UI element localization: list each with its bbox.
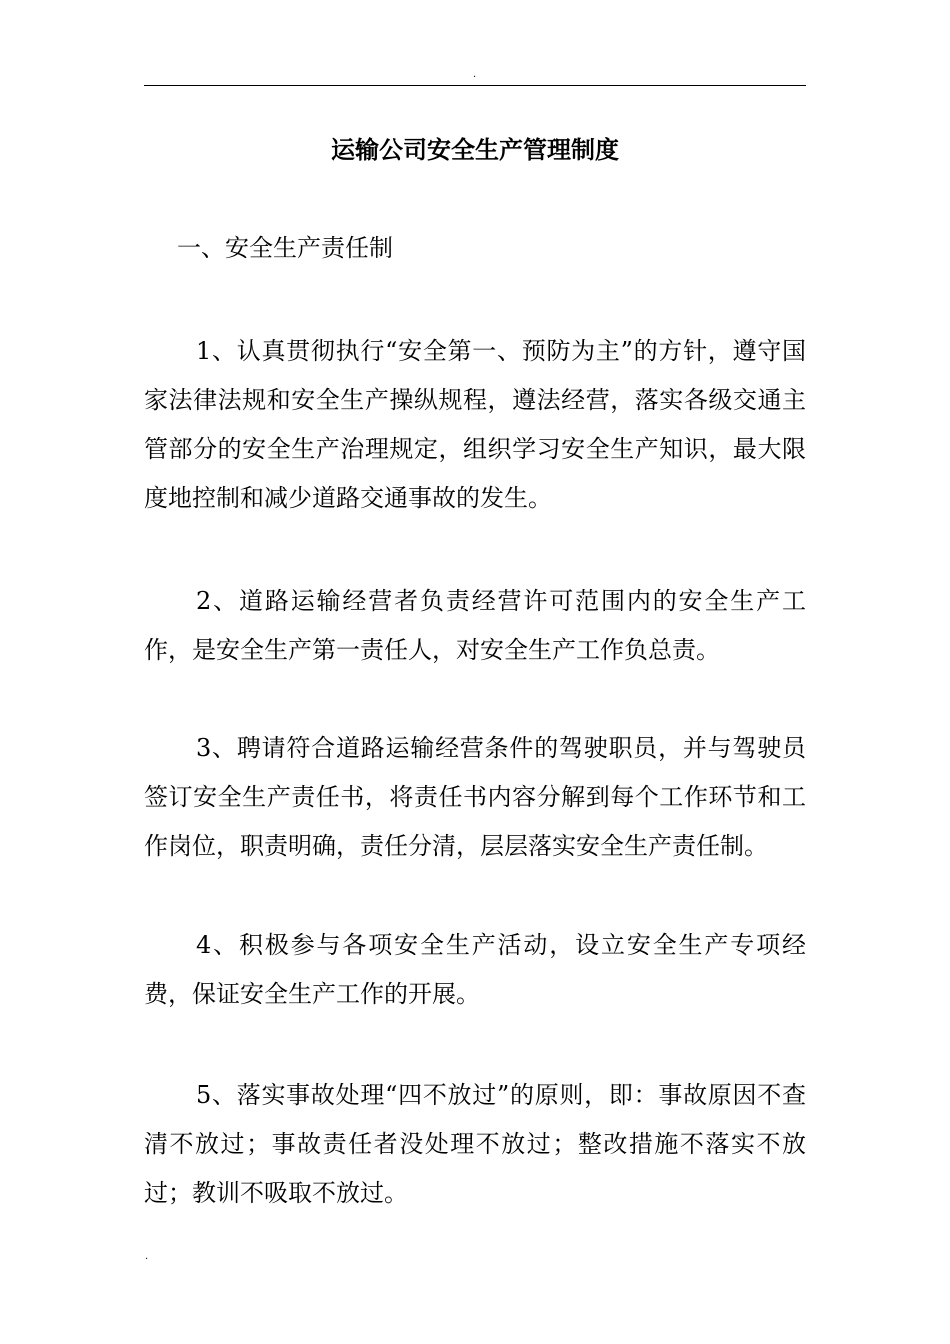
paragraph-1: 1、认真贯彻执行“安全第一、预防为主”的方针，遵守国家法律法规和安全生产操纵规程，遵法经营，落实各级交通主管部分的安全生产治理规定，组织学习安全生产知识，最大限度地控制和减少道路交通事故的发生。 — [144, 337, 806, 512]
document-title: 运输公司安全生产管理制度 — [331, 136, 619, 164]
paragraph-2: 2、道路运输经营者负责经营许可范围内的安全生产工作，是安全生产第一责任人，对安全生产工作负总责。 — [144, 587, 806, 664]
paragraph-3: 3、聘请符合道路运输经营条件的驾驶职员，并与驾驶员签订安全生产责任书，将责任书内容分解到每个工作环节和工作岗位，职责明确，责任分清，层层落实安全生产责任制。 — [144, 734, 806, 860]
section-heading: 一、安全生产责任制 — [177, 234, 393, 262]
footer-mark: . — [145, 1251, 149, 1262]
header-mark: . — [473, 69, 477, 80]
header-rule — [144, 85, 806, 86]
paragraph-5: 5、落实事故处理“四不放过”的原则，即：事故原因不查清不放过；事故责任者没处理不放过；整改措施不落实不放过；教训不吸取不放过。 — [144, 1081, 806, 1207]
paragraph-4: 4、积极参与各项安全生产活动，设立安全生产专项经费，保证安全生产工作的开展。 — [144, 931, 806, 1008]
